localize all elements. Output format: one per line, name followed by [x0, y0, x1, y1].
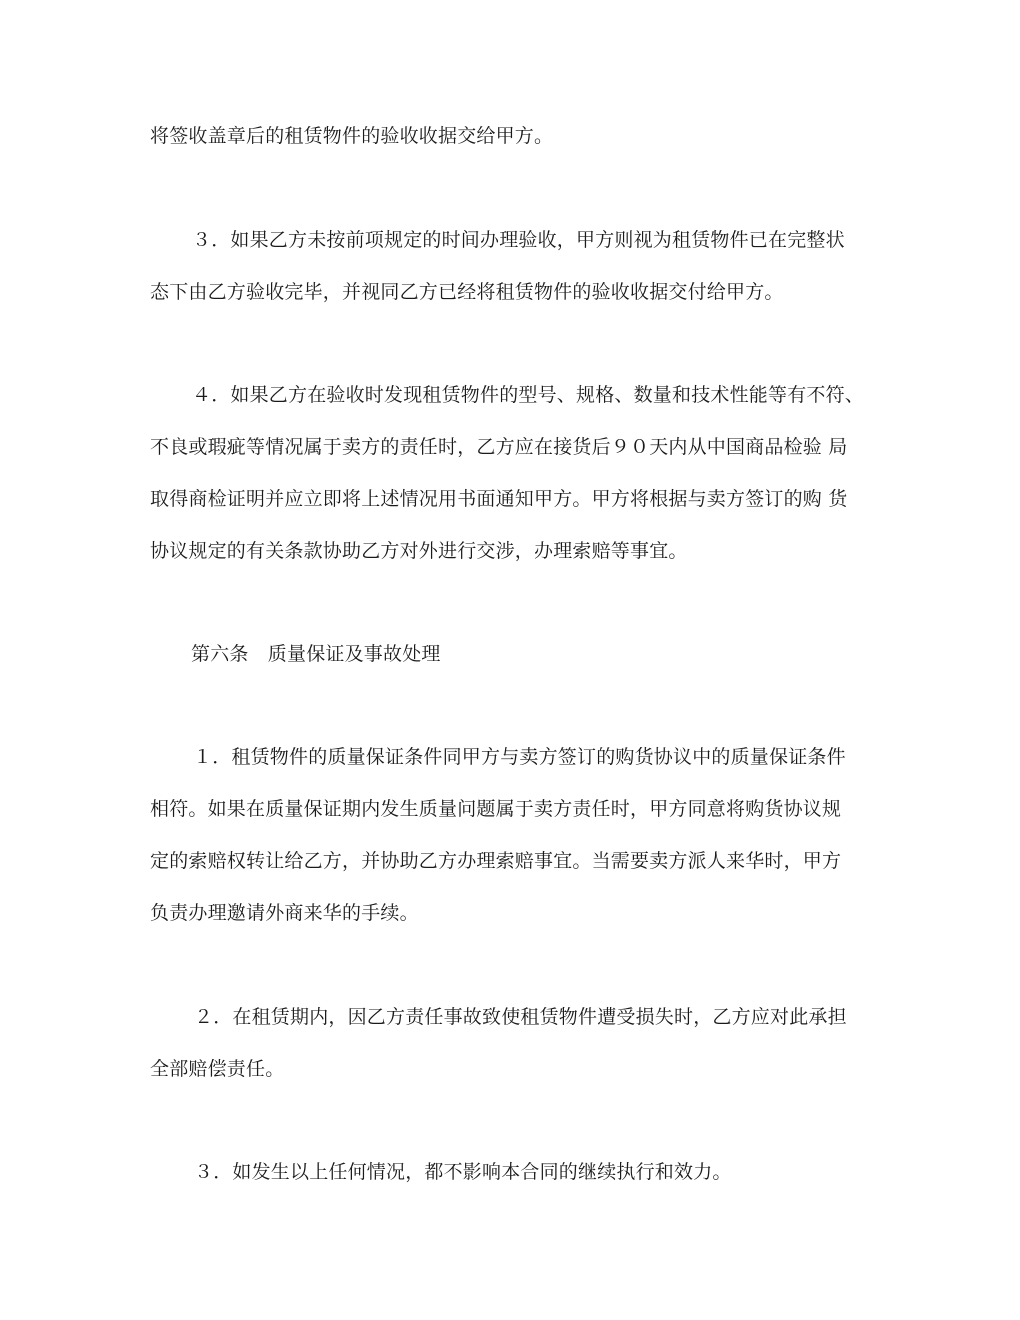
- paragraph-line-6: 取得商检证明并应立即将上述情况用书面通知甲方。甲方将根据与卖方签订的购 货: [150, 488, 848, 510]
- paragraph-line-2: ３．如果乙方未按前项规定的时间办理验收，甲方则视为租赁物件已在完整状: [192, 229, 845, 251]
- section-heading: 第六条 质量保证及事故处理: [191, 643, 441, 665]
- paragraph-line-5: 不良或瑕疵等情况属于卖方的责任时，乙方应在接货后９０天内从中国商品检验 局: [150, 436, 848, 458]
- paragraph-line-9: 相符。如果在质量保证期内发生质量问题属于卖方责任时，甲方同意将购货协议规: [150, 798, 842, 820]
- paragraph-line-14: ３．如发生以上任何情况，都不影响本合同的继续执行和效力。: [194, 1161, 732, 1183]
- paragraph-line-10: 定的索赔权转让给乙方，并协助乙方办理索赔事宜。当需要卖方派人来华时，甲方: [150, 850, 842, 872]
- paragraph-line-3: 态下由乙方验收完毕，并视同乙方已经将租赁物件的验收收据交付给甲方。: [150, 281, 784, 303]
- paragraph-line-11: 负责办理邀请外商来华的手续。: [150, 902, 419, 924]
- paragraph-line-4: ４．如果乙方在验收时发现租赁物件的型号、规格、数量和技术性能等有不符、: [192, 384, 865, 406]
- paragraph-line-7: 协议规定的有关条款协助乙方对外进行交涉，办理索赔等事宜。: [150, 540, 688, 562]
- paragraph-line-12: ２．在租赁期内，因乙方责任事故致使租赁物件遭受损失时，乙方应对此承担: [194, 1006, 847, 1028]
- paragraph-line-1: 将签收盖章后的租赁物件的验收收据交给甲方。: [150, 125, 554, 147]
- paragraph-line-13: 全部赔偿责任。: [150, 1058, 285, 1080]
- paragraph-line-8: １．租赁物件的质量保证条件同甲方与卖方签订的购货协议中的质量保证条件: [193, 746, 846, 768]
